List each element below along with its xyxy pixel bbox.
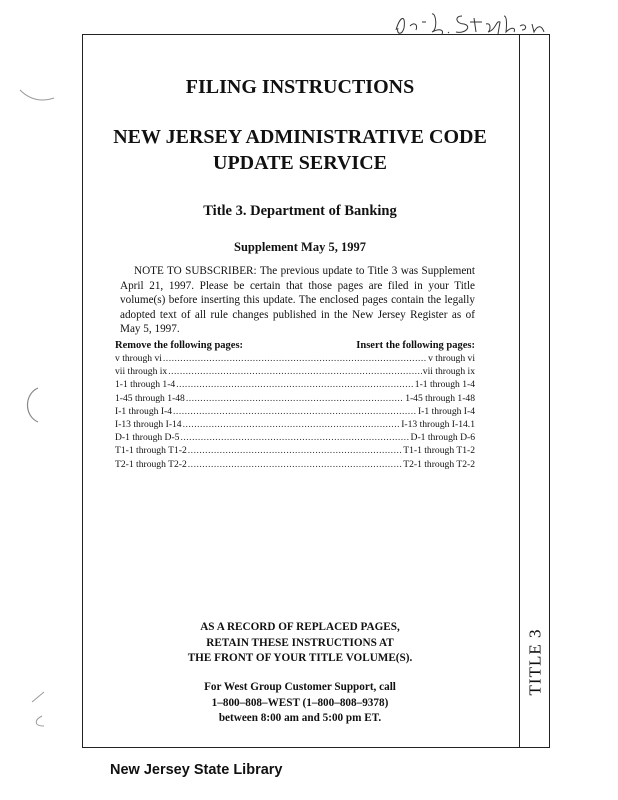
page-list-header (115, 340, 475, 351)
document-subtitle: NEW JERSEY ADMINISTRATIVE CODE UPDATE SERVICE (113, 126, 487, 174)
list-item: T2-1 through T2-2 ..... T2-1 through T2-2 (115, 458, 475, 471)
title-tab (518, 622, 552, 702)
library-stamp: New Jersey State Library (110, 762, 283, 778)
margin-mark (24, 690, 54, 730)
remove-header: Remove the following pages: (115, 340, 244, 351)
document-title: FILING INSTRUCTIONS (185, 76, 415, 98)
list-item: vii through ix ..... vii through ix (115, 365, 475, 378)
supplement-date: Supplement May 5, 1997 (234, 240, 366, 254)
list-item: v through vi ..... v through vi (115, 352, 475, 365)
margin-mark (20, 386, 44, 426)
margin-mark (18, 84, 58, 106)
page-list (115, 352, 475, 471)
list-item: 1-45 through 1-48 ..... 1-45 through 1-48 (115, 392, 475, 405)
list-item: I-1 through I-4 ..... I-1 through I-4 (115, 405, 475, 418)
list-item: D-1 through D-5 ..... D-1 through D-6 (115, 431, 475, 444)
list-item: I-13 through I-14 ..... I-13 through I-14.1 (115, 418, 475, 431)
list-item: 1-1 through 1-4 ..... 1-1 through 1-4 (115, 378, 475, 391)
customer-support: For West Group Customer Support, call 1–800–808–WEST (1–800–808–9378) between 8:00 am and 5:00 pm ET. (204, 681, 396, 724)
subscriber-note: NOTE TO SUBSCRIBER: The previous update to Title 3 was Supplement April 21, 1997. Please be certain that those pages are filed in your Title volume(s) before inserting this update. The enclosed pages contain the legally adopted text of all rule changes published in the New Jersey Register as of May 5, 1997. (120, 265, 475, 336)
record-instructions: AS A RECORD OF REPLACED PAGES, RETAIN THESE INSTRUCTIONS AT THE FRONT OF YOUR TITLE VOLUME(S). (187, 621, 413, 664)
insert-header: Insert the following pages: (356, 340, 475, 351)
title-number: Title 3. Department of Banking (203, 203, 397, 219)
list-item: T1-1 through T1-2 ..... T1-1 through T1-2 (115, 444, 475, 457)
title-tab-label: TITLE 3 (525, 628, 545, 696)
